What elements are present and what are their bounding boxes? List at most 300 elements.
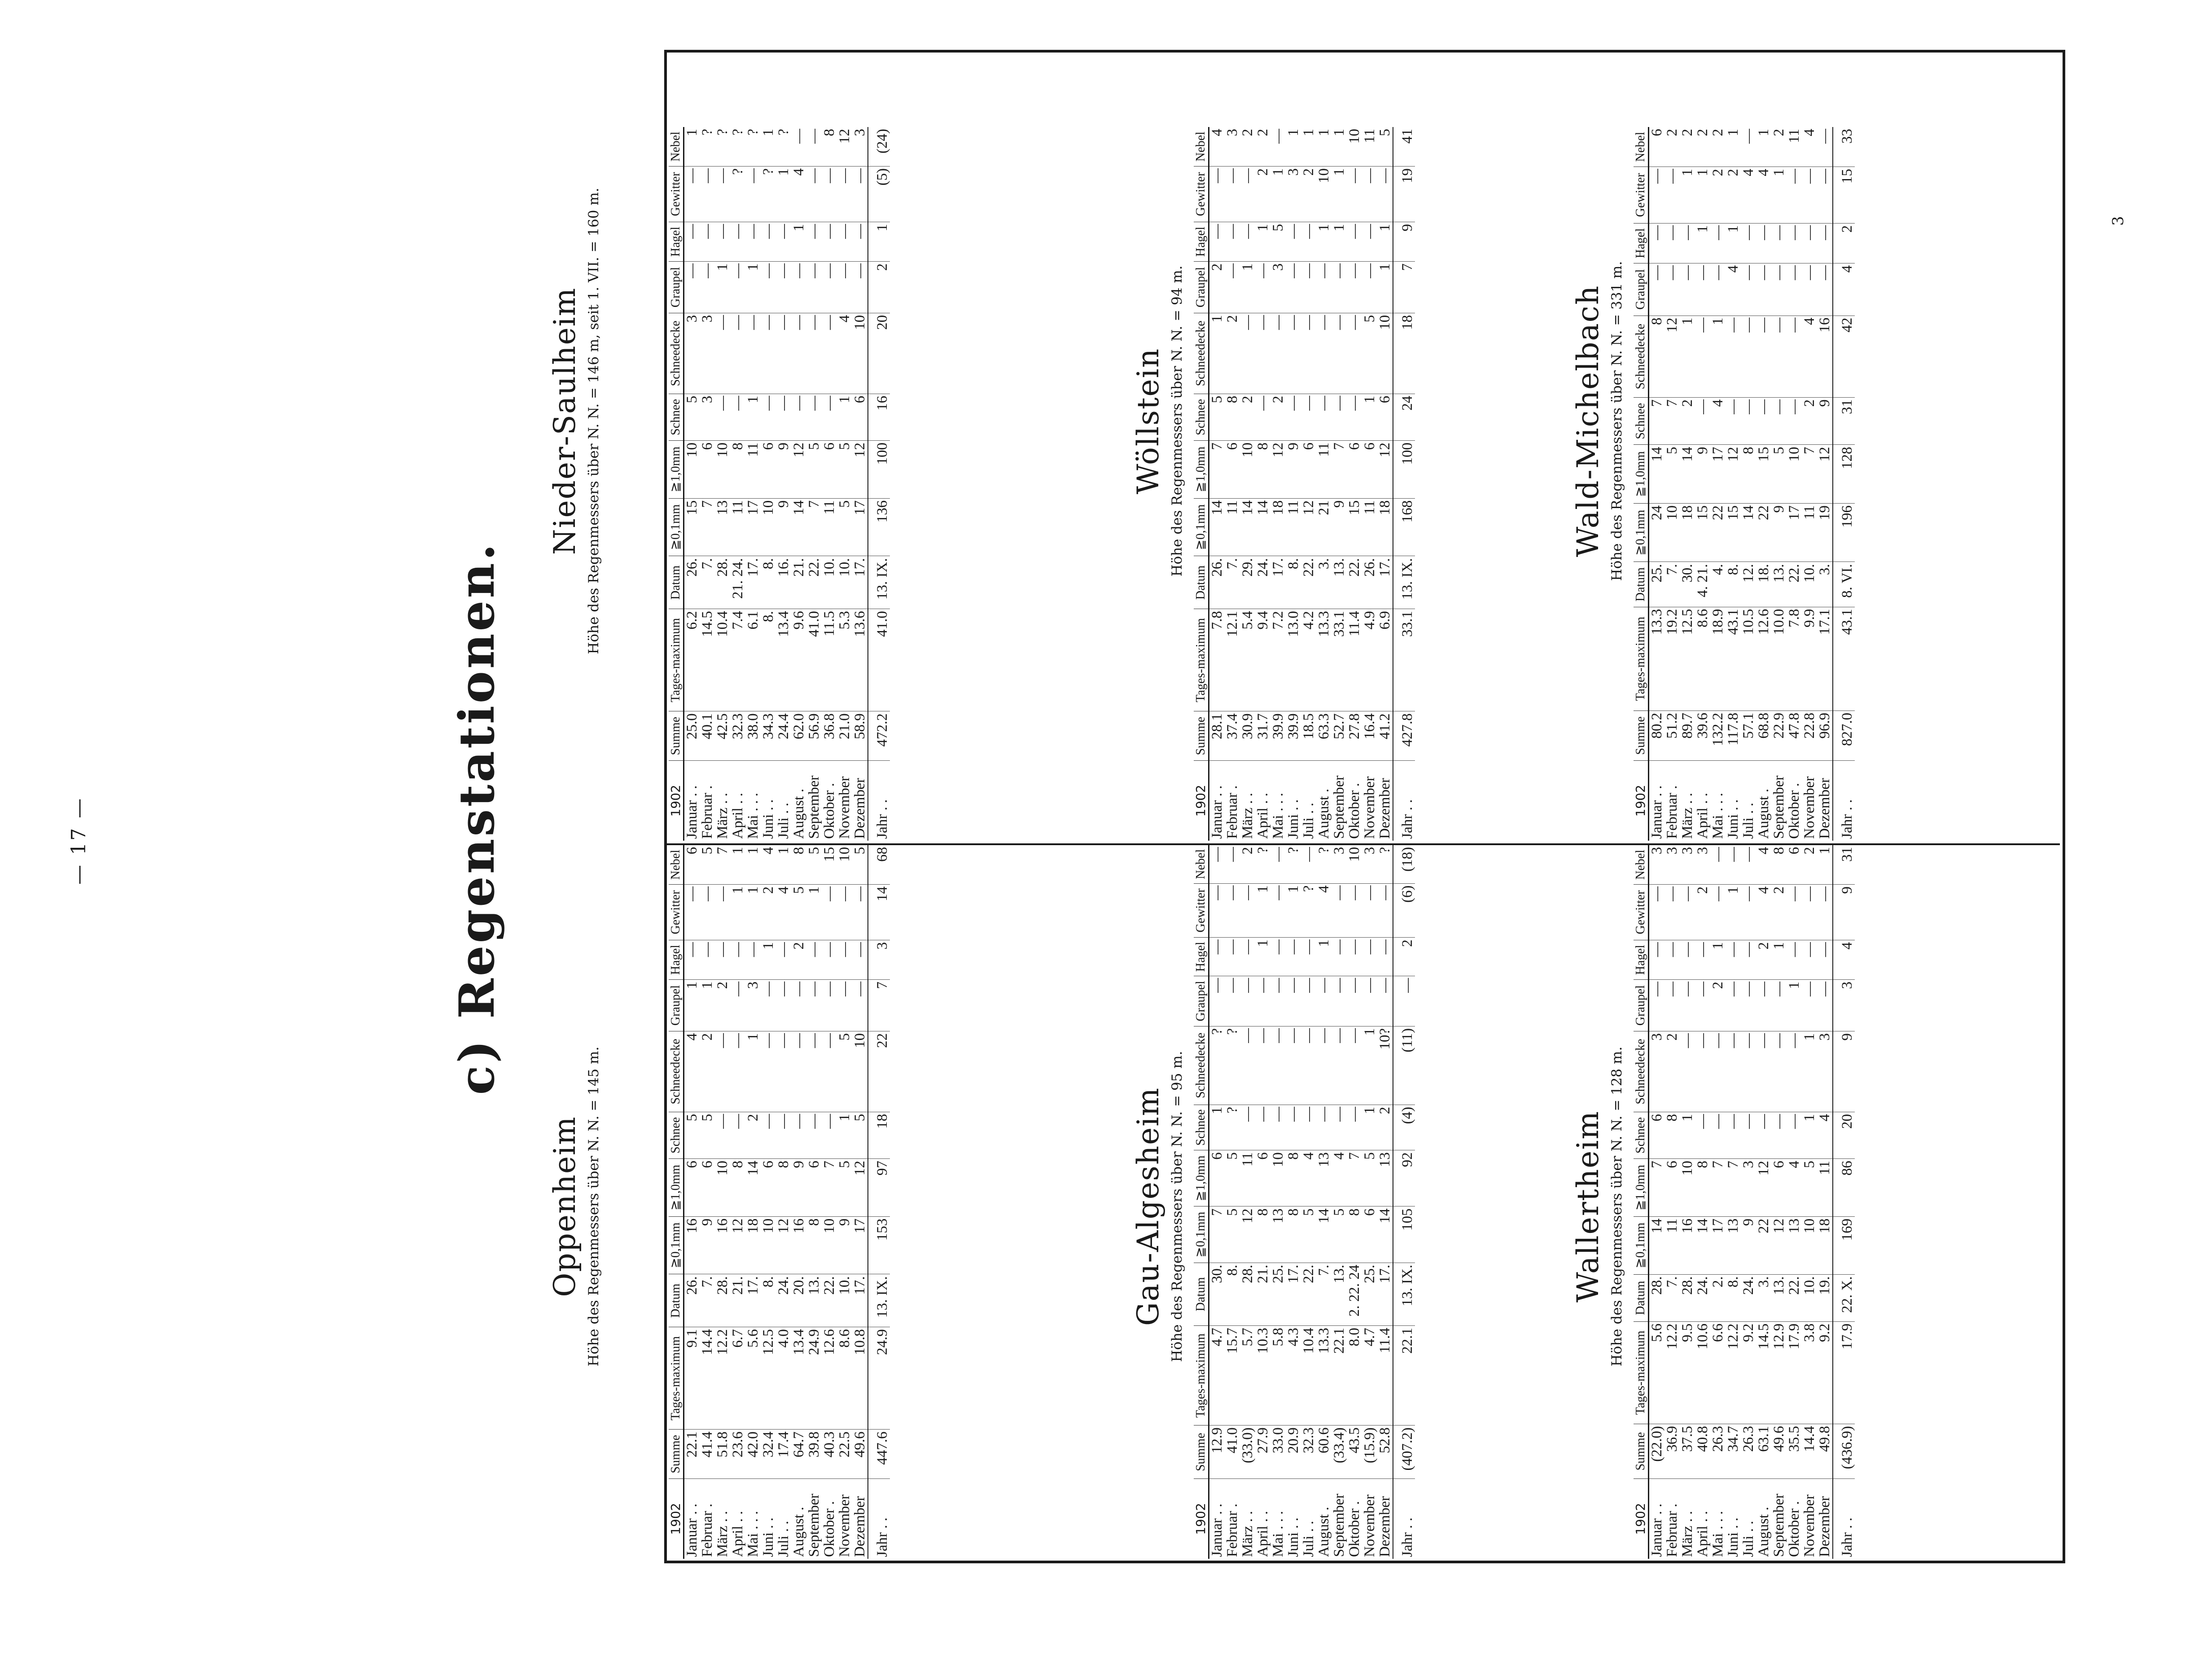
cell-nebel: 6 <box>1649 127 1665 167</box>
cell-ge01: 10 <box>1802 1216 1817 1274</box>
month-label: Oktober . <box>821 783 837 839</box>
cell-ge01: 17 <box>852 498 868 556</box>
cell-hagel: — <box>1710 223 1726 263</box>
table-row <box>837 127 852 841</box>
cell-schneedecke: — <box>1771 316 1787 397</box>
cell-schnee: 7 <box>1649 397 1665 445</box>
table-row <box>1362 845 1377 1559</box>
cell-nebel: 10 <box>1347 845 1362 883</box>
cell-schnee: — <box>1255 1105 1270 1150</box>
cell-ge10: 12 <box>852 440 868 498</box>
cell-ge10: 5 <box>1802 1159 1817 1217</box>
cell-ge10: 8 <box>730 1158 745 1216</box>
table-row <box>1377 127 1393 841</box>
station-height: Höhe des Regenmessers über N. N. = 146 m, seit 1. VII. = 160 m. <box>586 188 602 654</box>
cell-ge01: 13 <box>1787 1216 1802 1274</box>
cell-datum: 26. <box>684 556 700 609</box>
cell-summe: 132.2 <box>1710 711 1726 760</box>
cell-gewitter: — <box>1270 883 1286 938</box>
cell-ge01: 18 <box>1817 1216 1833 1274</box>
cell-gewitter: — <box>1817 167 1833 224</box>
column-header-datum: Datum <box>669 556 684 609</box>
cell-ge10: 10 <box>684 440 700 498</box>
cell-ge01: 9 <box>1771 503 1787 561</box>
cell-summe: (33.4) <box>1332 1426 1347 1479</box>
month-label: Mai . . . <box>745 793 761 839</box>
cell-graupel: — <box>776 261 791 313</box>
cell-schnee: 6 <box>852 394 868 440</box>
column-header-summe: Summe <box>669 1430 684 1479</box>
cell-datum: 22. <box>1301 556 1316 609</box>
table-row <box>745 127 761 841</box>
cell-summe: 41.4 <box>700 1430 715 1479</box>
cell-hagel: — <box>1225 938 1240 976</box>
month-label: März . . <box>714 793 731 839</box>
cell-summe: 49.6 <box>852 1430 868 1479</box>
cell-ge01: 14 <box>1377 1206 1393 1263</box>
cell-summe: 30.9 <box>1240 711 1255 761</box>
cell-ge10: 6 <box>1771 1159 1787 1217</box>
table-row <box>1817 845 1833 1559</box>
cell-datum: 4. 21. <box>1695 562 1710 607</box>
column-header-schnee: Schnee <box>1194 394 1209 440</box>
cell-summe: 56.9 <box>806 711 822 761</box>
cell-tages_max: 24.9 <box>806 1327 822 1430</box>
cell-schnee: — <box>1316 394 1332 440</box>
month-label: Juli . . <box>1740 1521 1756 1557</box>
month-label: Februar . <box>699 1503 715 1557</box>
cell-summe: 36.8 <box>822 711 837 761</box>
table-row <box>700 127 715 841</box>
cell-datum: 17. <box>1286 1263 1301 1325</box>
cell-graupel: — <box>761 979 776 1031</box>
cell-tages_max: 8. <box>761 609 776 711</box>
cell-ge10: 6 <box>806 1158 822 1216</box>
cell-datum: 12. <box>1741 562 1756 607</box>
cell-hagel: — <box>837 940 852 979</box>
year-label: 1902 <box>669 761 684 841</box>
cell-schnee: 5 <box>852 1112 868 1158</box>
cell-nebel: — <box>1710 845 1726 884</box>
station-height: Höhe des Regenmessers über N. N. = 95 m. <box>1169 1051 1185 1362</box>
cell-schnee: — <box>1332 1105 1347 1150</box>
cell-datum: 7. <box>700 556 715 609</box>
cell-datum: 22. <box>1787 562 1802 607</box>
page-number: — 17 — <box>67 797 90 885</box>
cell-summe: 28.1 <box>1209 711 1225 761</box>
cell-ge01: 11 <box>1802 503 1817 561</box>
column-header-nebel: Nebel <box>1194 127 1209 166</box>
cell-schneedecke: — <box>1316 313 1332 394</box>
cell-ge01: 168 <box>1393 498 1415 556</box>
cell-nebel: 2 <box>1240 845 1255 883</box>
cell-tages_max: 6.7 <box>730 1327 745 1430</box>
cell-schnee: 6 <box>1377 394 1393 440</box>
cell-ge01: 8 <box>806 1216 822 1274</box>
cell-ge10: 11 <box>1240 1150 1255 1206</box>
cell-gewitter: — <box>1362 166 1377 222</box>
cell-graupel: 1 <box>700 979 715 1031</box>
cell-gewitter: — <box>1362 883 1377 938</box>
cell-graupel: — <box>837 261 852 313</box>
cell-ge10: 12 <box>1726 445 1741 503</box>
cell-gewitter: 1 <box>1680 167 1695 224</box>
cell-nebel: 33 <box>1833 127 1855 167</box>
month-label: April . . <box>730 793 746 839</box>
column-header-hagel: Hagel <box>669 940 684 979</box>
cell-datum: 17. <box>745 1274 761 1327</box>
column-header-schnee: Schnee <box>1634 1112 1649 1158</box>
cell-gewitter: — <box>1225 166 1240 222</box>
month-label: März . . <box>714 1511 731 1557</box>
station-header-4 <box>1571 850 1625 1563</box>
cell-schnee: — <box>1286 394 1301 440</box>
cell-schnee: 16 <box>868 394 890 440</box>
cell-ge10: 9 <box>791 1158 806 1216</box>
cell-datum: 8. <box>1726 1274 1741 1321</box>
cell-gewitter: — <box>1741 884 1756 940</box>
table-row <box>1710 127 1726 841</box>
cell-nebel: (24) <box>868 127 890 166</box>
cell-schnee: — <box>1771 1112 1787 1158</box>
month-label: Januar . . <box>1209 785 1225 839</box>
column-header-tages_max: Tages-maximum <box>1634 1321 1649 1424</box>
cell-ge01: 18 <box>1680 503 1695 561</box>
cell-graupel: — <box>1680 263 1695 316</box>
cell-summe: 27.9 <box>1255 1426 1270 1479</box>
table-row <box>1316 845 1332 1559</box>
cell-nebel: 8 <box>791 845 806 884</box>
cell-schneedecke: — <box>776 1031 791 1112</box>
cell-summe: 827.0 <box>1833 711 1855 760</box>
cell-summe: 22.5 <box>837 1430 852 1479</box>
cell-ge10: 12 <box>1270 440 1286 498</box>
cell-ge10: 97 <box>868 1158 890 1216</box>
cell-hagel: 1 <box>1710 940 1726 980</box>
cell-graupel: — <box>1649 263 1665 316</box>
cell-schnee: — <box>730 394 745 440</box>
cell-datum: 17. <box>1377 1263 1393 1325</box>
cell-tages_max: 13.6 <box>852 609 868 711</box>
cell-ge01: 16 <box>715 1216 730 1274</box>
cell-datum: 22. <box>1347 556 1362 609</box>
month-label: November <box>1362 776 1378 839</box>
cell-ge01: 14 <box>1316 1206 1332 1263</box>
column-header-nebel: Nebel <box>1634 845 1649 884</box>
cell-schneedecke: — <box>776 313 791 394</box>
cell-tages_max: 3.8 <box>1802 1321 1817 1424</box>
cell-nebel: ? <box>715 127 730 166</box>
cell-tages_max: 12.5 <box>761 1327 776 1430</box>
cell-ge01: 18 <box>745 1216 761 1274</box>
cell-hagel: — <box>1225 222 1240 261</box>
cell-gewitter: — <box>1209 883 1225 938</box>
cell-ge10: 5 <box>1362 1150 1377 1206</box>
cell-gewitter: 4 <box>1756 884 1771 940</box>
cell-datum: 21. <box>791 556 806 609</box>
cell-tages_max: 17.9 <box>1833 1321 1855 1424</box>
cell-schnee: — <box>791 1112 806 1158</box>
table-row <box>1787 845 1802 1559</box>
cell-nebel: — <box>791 127 806 166</box>
month-label: Mai . . . <box>1270 1511 1286 1557</box>
cell-schneedecke: — <box>1332 313 1347 394</box>
month-label: Juli . . <box>1301 803 1317 839</box>
cell-nebel: 7 <box>715 845 730 884</box>
cell-summe: 39.9 <box>1286 711 1301 761</box>
cell-summe: 51.8 <box>715 1430 730 1479</box>
cell-nebel: 1 <box>745 845 761 884</box>
month-label: August . <box>1756 1507 1772 1557</box>
station-table-gau-algesheim <box>1194 845 1415 1559</box>
cell-graupel: 1 <box>1787 979 1802 1031</box>
column-header-hagel: Hagel <box>669 222 684 261</box>
cell-ge10: 4 <box>1301 1150 1316 1206</box>
month-label: März . . <box>1679 793 1695 839</box>
column-header-ge10: ≧1,0mm <box>1634 445 1649 503</box>
cell-schneedecke: 10 <box>852 1031 868 1112</box>
table-row <box>1726 845 1741 1559</box>
cell-schnee: 1 <box>1209 1105 1225 1150</box>
cell-nebel: 1 <box>776 845 791 884</box>
cell-tages_max: 4.3 <box>1286 1326 1301 1426</box>
table-row <box>715 845 730 1559</box>
cell-hagel: — <box>852 940 868 979</box>
cell-gewitter: 5 <box>791 884 806 940</box>
cell-ge10: 5 <box>1664 445 1680 503</box>
cell-datum: 19. <box>1817 1274 1833 1321</box>
cell-ge10: 12 <box>1817 445 1833 503</box>
cell-nebel: — <box>1270 845 1286 883</box>
cell-ge01: 14 <box>1209 498 1225 556</box>
cell-schneedecke: — <box>806 1031 822 1112</box>
cell-schnee: — <box>1726 1112 1741 1158</box>
table-row <box>806 845 822 1559</box>
cell-nebel: 1 <box>684 127 700 166</box>
cell-summe: (436.9) <box>1833 1424 1855 1478</box>
cell-ge01: 7 <box>806 498 822 556</box>
column-header-summe: Summe <box>1634 711 1649 760</box>
cell-gewitter: 4 <box>776 884 791 940</box>
cell-summe: (15.9) <box>1362 1426 1377 1479</box>
cell-datum: 28. <box>1240 1263 1255 1325</box>
cell-graupel: 2 <box>1710 979 1726 1031</box>
cell-hagel: 1 <box>1771 940 1787 980</box>
cell-tages_max: 12.2 <box>1664 1321 1680 1424</box>
cell-hagel: 1 <box>1255 938 1270 976</box>
cell-graupel: — <box>1664 979 1680 1031</box>
cell-graupel: — <box>1787 263 1802 316</box>
month-label: Juni . . <box>1285 799 1301 839</box>
cell-schneedecke: — <box>1240 313 1255 394</box>
cell-summe: 43.5 <box>1347 1426 1362 1479</box>
cell-tages_max: 9.2 <box>1741 1321 1756 1424</box>
cell-schnee: 9 <box>1817 397 1833 445</box>
cell-graupel: — <box>1225 976 1240 1026</box>
cell-gewitter: — <box>715 884 730 940</box>
cell-ge01: 17 <box>745 498 761 556</box>
cell-schnee: — <box>1347 394 1362 440</box>
month-label: Oktober . <box>1786 783 1802 839</box>
cell-ge10: 14 <box>1680 445 1695 503</box>
cell-graupel: — <box>1286 976 1301 1026</box>
cell-schnee: 5 <box>684 1112 700 1158</box>
cell-graupel: — <box>730 979 745 1031</box>
cell-schnee: (4) <box>1393 1105 1415 1150</box>
cell-ge01: 14 <box>1741 503 1756 561</box>
cell-ge10: 9 <box>1695 445 1710 503</box>
cell-ge10: 6 <box>700 1158 715 1216</box>
cell-gewitter: 10 <box>1316 166 1332 222</box>
table-row <box>1649 845 1665 1559</box>
table-row <box>1286 127 1301 841</box>
cell-datum: 13. IX. <box>868 1274 890 1327</box>
cell-schnee: — <box>1286 1105 1301 1150</box>
cell-schneedecke: 1 <box>1209 313 1225 394</box>
month-label: Januar . . <box>684 1503 700 1557</box>
cell-gewitter: — <box>1664 167 1680 224</box>
cell-nebel: — <box>1741 127 1756 167</box>
cell-tages_max: 5.4 <box>1240 609 1255 711</box>
cell-ge01: 8 <box>1255 1206 1270 1263</box>
cell-datum: 25. <box>1649 562 1665 607</box>
cell-schneedecke: — <box>761 313 776 394</box>
cell-schnee: — <box>1301 1105 1316 1150</box>
year-label: 1902 <box>1634 1479 1649 1559</box>
table-row <box>1270 845 1286 1559</box>
cell-ge01: 14 <box>1649 1216 1665 1274</box>
cell-nebel: 3 <box>1225 127 1240 166</box>
cell-nebel: 3 <box>1680 845 1695 884</box>
cell-tages_max: 9.1 <box>684 1327 700 1430</box>
cell-tages_max: 11.4 <box>1347 609 1362 711</box>
cell-ge01: 22 <box>1756 1216 1771 1274</box>
cell-gewitter: 2 <box>1695 884 1710 940</box>
cell-schnee: 31 <box>1833 397 1855 445</box>
table-row <box>837 845 852 1559</box>
cell-tages_max: 4.7 <box>1209 1326 1225 1426</box>
cell-hagel: 1 <box>791 222 806 261</box>
cell-ge01: 12 <box>776 1216 791 1274</box>
cell-gewitter: 9 <box>1833 884 1855 940</box>
cell-nebel: 2 <box>1771 127 1787 167</box>
table-row <box>1802 845 1817 1559</box>
cell-ge10: 100 <box>868 440 890 498</box>
cell-graupel: — <box>1817 979 1833 1031</box>
cell-hagel: — <box>1817 223 1833 263</box>
header-row <box>669 845 684 1559</box>
cell-ge01: 14 <box>791 498 806 556</box>
cell-graupel: — <box>1240 976 1255 1026</box>
cell-ge10: 3 <box>1741 1159 1756 1217</box>
cell-hagel: — <box>1741 223 1756 263</box>
cell-summe: 22.1 <box>684 1430 700 1479</box>
cell-hagel: — <box>1787 223 1802 263</box>
month-label: Februar . <box>1224 785 1240 839</box>
cell-hagel: — <box>776 222 791 261</box>
cell-schneedecke: — <box>761 1031 776 1112</box>
table-row <box>1301 845 1316 1559</box>
cell-summe: 12.9 <box>1209 1426 1225 1479</box>
station-table-wald-michelbach <box>1634 127 1855 841</box>
cell-datum: 28. <box>715 1274 730 1327</box>
cell-ge01: 11 <box>1362 498 1377 556</box>
cell-ge01: 196 <box>1833 503 1855 561</box>
cell-schneedecke: — <box>1255 1026 1270 1105</box>
cell-gewitter: — <box>715 166 730 222</box>
month-label: Juni . . <box>1285 1517 1301 1557</box>
cell-gewitter: — <box>1347 166 1362 222</box>
cell-schnee: 2 <box>1240 394 1255 440</box>
cell-gewitter: 2 <box>1255 166 1270 222</box>
cell-ge10: 10 <box>1240 440 1255 498</box>
cell-hagel: 2 <box>791 940 806 979</box>
column-header-schneedecke: Schneedecke <box>1634 316 1649 397</box>
cell-hagel: — <box>1649 940 1665 980</box>
column-header-tages_max: Tages-maximum <box>669 609 684 711</box>
cell-schnee: — <box>1771 397 1787 445</box>
cell-gewitter: 15 <box>1833 167 1855 224</box>
cell-graupel: — <box>700 261 715 313</box>
cell-gewitter: — <box>852 884 868 940</box>
cell-schneedecke: 42 <box>1833 316 1855 397</box>
cell-schnee: — <box>822 394 837 440</box>
month-label: September <box>1331 1493 1347 1557</box>
cell-hagel: — <box>1286 938 1301 976</box>
month-label: September <box>1331 775 1347 839</box>
cell-hagel: — <box>837 222 852 261</box>
cell-ge10: 8 <box>1695 1159 1710 1217</box>
cell-summe: 51.2 <box>1664 711 1680 760</box>
cell-gewitter: 1 <box>806 884 822 940</box>
cell-ge01: 15 <box>1695 503 1710 561</box>
cell-graupel: — <box>1680 979 1695 1031</box>
cell-hagel: 1 <box>1726 223 1741 263</box>
cell-tages_max: 10.6 <box>1695 1321 1710 1424</box>
table-row <box>1347 845 1362 1559</box>
cell-nebel: 8 <box>822 127 837 166</box>
header-row <box>1634 127 1649 841</box>
cell-summe: 24.4 <box>776 711 791 761</box>
cell-gewitter: — <box>1649 167 1665 224</box>
cell-hagel: 5 <box>1270 222 1286 261</box>
cell-nebel: 5 <box>1377 127 1393 166</box>
cell-tages_max: 19.2 <box>1664 607 1680 711</box>
total-row <box>1833 127 1855 841</box>
cell-schnee: 8 <box>1664 1112 1680 1158</box>
month-label: Februar . <box>699 785 715 839</box>
cell-gewitter: 4 <box>1741 167 1756 224</box>
cell-graupel: — <box>852 261 868 313</box>
month-label: Januar . . <box>1209 1503 1225 1557</box>
cell-hagel: — <box>684 940 700 979</box>
cell-gewitter: 1 <box>1255 883 1270 938</box>
cell-summe: 57.1 <box>1741 711 1756 760</box>
year-label: 1902 <box>1634 761 1649 841</box>
cell-nebel: 1 <box>1817 845 1833 884</box>
cell-schneedecke: — <box>1240 1026 1255 1105</box>
cell-schneedecke: 1 <box>1680 316 1695 397</box>
cell-hagel: — <box>1680 940 1695 980</box>
column-header-schnee: Schnee <box>1634 397 1649 445</box>
column-header-ge01: ≧0,1mm <box>1194 498 1209 556</box>
cell-datum: 7. <box>1664 562 1680 607</box>
cell-tages_max: 17.9 <box>1787 1321 1802 1424</box>
cell-schnee: — <box>806 1112 822 1158</box>
cell-schnee: — <box>1255 394 1270 440</box>
cell-schnee: 3 <box>700 394 715 440</box>
cell-ge10: 6 <box>1255 1150 1270 1206</box>
